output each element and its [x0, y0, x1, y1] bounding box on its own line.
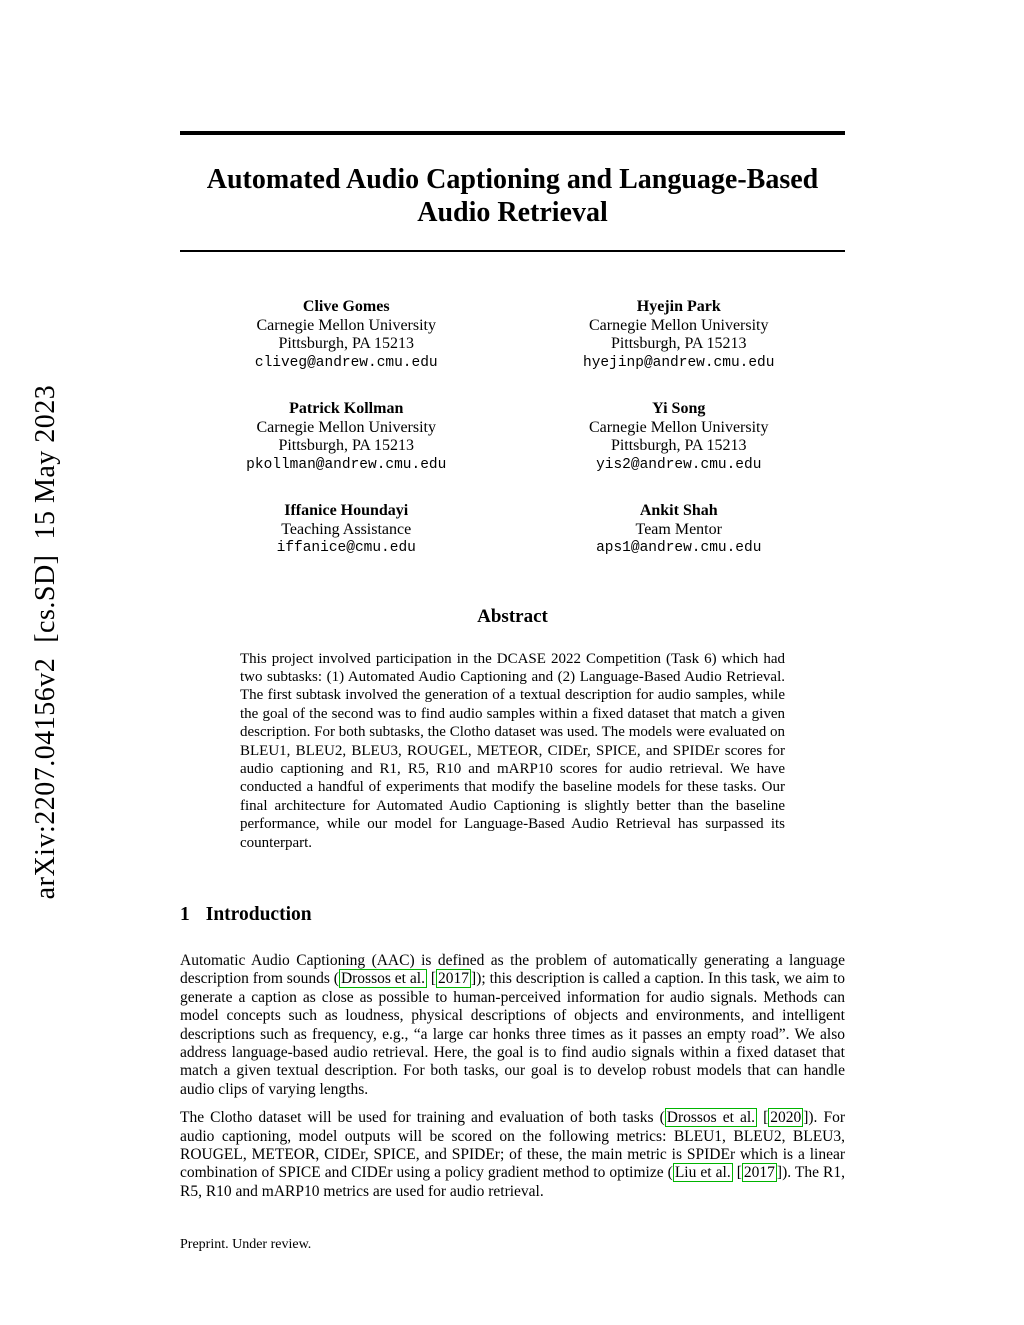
abstract-heading: Abstract: [477, 605, 548, 627]
section-heading-introduction: [180, 904, 845, 926]
author-block: [180, 298, 513, 372]
citation-link[interactable]: 2020: [770, 1109, 802, 1127]
citation-link[interactable]: Drossos et al.: [340, 970, 425, 988]
author-block: [513, 502, 846, 558]
author-location: Pittsburgh, PA 15213: [610, 437, 747, 454]
citation-link[interactable]: Liu et al.: [674, 1164, 731, 1182]
intro-paragraph-2: [180, 1109, 845, 1201]
author-email: iffanice@cmu.edu: [276, 540, 416, 556]
paragraph-text: [: [757, 1109, 769, 1127]
author-location: Pittsburgh, PA 15213: [278, 437, 415, 454]
title-rule-bottom: [180, 250, 845, 252]
author-name: Iffanice Houndayi: [284, 502, 409, 519]
authors-grid: [180, 298, 845, 558]
paragraph-text: Automatic Audio Captioning (AAC) is defined as the problem of automatically generating a language description from sounds (: [180, 951, 845, 988]
section-number: 1: [180, 903, 190, 925]
author-affiliation: Teaching Assistance: [281, 520, 412, 538]
paragraph-text: The Clotho dataset will be used for training and evaluation of both tasks (: [180, 1109, 665, 1127]
author-email: hyejinp@andrew.cmu.edu: [583, 354, 775, 371]
author-block: [513, 298, 846, 372]
paragraph-text: ]). The R1, R5, R10 and mARP10 metrics are used for audio retrieval.: [180, 1164, 845, 1200]
author-affiliation: Team Mentor: [635, 520, 722, 538]
author-block: [180, 502, 513, 558]
author-email: aps1@andrew.cmu.edu: [596, 540, 762, 556]
author-block: [180, 400, 513, 474]
author-affiliation: Carnegie Mellon University: [256, 316, 436, 334]
author-email: pkollman@andrew.cmu.edu: [246, 456, 447, 473]
paragraph-text: ]); this description is called a caption. In this task, we aim to generate a caption as close as possible to human-perceived information for audio signals. Methods can model concepts such as loudness, physical descriptions of objects and environments, and intelligent descriptions such as frequency, e.g., “a large car honks three times as it passes an empty road”. We also address language-based audio retrieval. Here, the goal is to find audio signals within a fixed dataset that match a given textual description. For both tasks, our goal is to develop robust models that can handle audio clips of varying lengths.: [180, 970, 845, 1098]
intro-paragraph-1: [180, 952, 845, 1099]
author-name: Clive Gomes: [302, 298, 390, 315]
paper-title-line2: Audio Retrieval: [417, 197, 608, 228]
paper-title: [180, 163, 845, 229]
author-affiliation: Carnegie Mellon University: [256, 418, 436, 436]
author-name: Ankit Shah: [639, 502, 718, 519]
section-title: Introduction: [205, 903, 312, 925]
paper-title-line1: Automated Audio Captioning and Language-Based: [206, 164, 819, 195]
paragraph-text: ]). For audio captioning, model outputs will be scored on the following metrics: BLEU1, BLEU2, BLEU3, ROUGEL, METEOR, CIDEr, SPICE, and SPIDEr; of these, the main metric is SPIDEr which is a linear combination of SPICE and CIDEr using a policy gradient method to optimize (: [180, 1109, 845, 1182]
citation-link[interactable]: Drossos et al.: [666, 1109, 756, 1127]
author-location: Pittsburgh, PA 15213: [278, 335, 415, 352]
paragraph-text: [: [732, 1164, 742, 1182]
author-name: Patrick Kollman: [289, 400, 404, 417]
paper-content: [180, 0, 845, 1253]
author-block: [513, 400, 846, 474]
citation-link[interactable]: 2017: [743, 1164, 775, 1182]
author-name: Hyejin Park: [636, 298, 721, 315]
author-location: Pittsburgh, PA 15213: [610, 335, 747, 352]
paragraph-text: [: [426, 970, 437, 988]
author-name: Yi Song: [652, 400, 706, 417]
abstract-text: This project involved participation in the DCASE 2022 Competition (Task 6) which had two subtasks: (1) Automated Audio Captioning and (2) Language-Based Audio Retrieval. The first subtask involved the generation of a textual description for audio samples, while the goal of the second was to find audio samples within a fixed dataset that match a given description. For both subtasks, the Clotho dataset was used. The models were evaluated on BLEU1, BLEU2, BLEU3, ROUGEL, METEOR, CIDEr, SPICE, and SPIDEr scores for audio captioning and R1, R5, R10 and mARP10 scores for audio retrieval. We have conducted a handful of experiments that modify the baseline models for these tasks. Our final architecture for Automated Audio Captioning is slightly better than the baseline performance, while our model for Language-Based Audio Retrieval has surpassed its counterpart.: [240, 650, 785, 851]
author-email: cliveg@andrew.cmu.edu: [254, 354, 438, 371]
author-affiliation: Carnegie Mellon University: [588, 418, 769, 436]
preprint-footer: Preprint. Under review.: [180, 1237, 312, 1253]
title-rule-top: [180, 131, 845, 135]
citation-link[interactable]: 2017: [438, 970, 470, 988]
arxiv-watermark: arXiv:2207.04156v2 [cs.SD] 15 May 2023: [30, 384, 61, 900]
author-email: yis2@andrew.cmu.edu: [596, 456, 762, 473]
author-affiliation: Carnegie Mellon University: [588, 316, 769, 334]
